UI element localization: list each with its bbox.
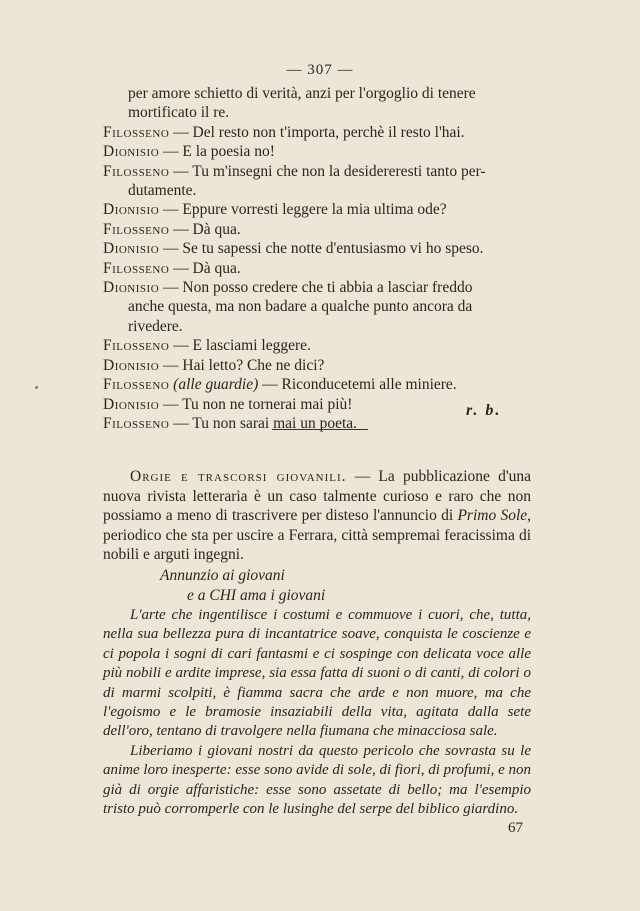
dialogue-text: — Tu non ne tornerai mai più! <box>163 395 353 413</box>
announcement-quote <box>103 606 531 819</box>
dialogue-intro-line: mortificato il re. <box>128 104 230 122</box>
dialogue-text: — Tu m'insegni che non la desidereresti tanto per- <box>173 162 486 180</box>
speaker-name: Dionisio <box>103 279 160 297</box>
dialogue-line <box>103 181 533 200</box>
speaker-name: Filosseno <box>103 162 170 180</box>
quote-paragraph: L'arte che ingentilisce i costumi e commuove i cuori, che, tutta, nella sua bellezza pura di incantatrice soave, conquista le coscienze e ci popola i sogni di cari fantasmi e ci sospinge con delicata voce alle più nobili e ardite imprese, sia essa fatta di suoni o di canti, di colori o di marmi scolpiti, è fiamma sacra che arde e non muore, ma che l'egoismo e le bramosie insaziabili della vita, agitata dalla sete dell'oro, tentano di travolgere nella fiumana che minacciosa sale. <box>103 607 531 740</box>
speaker-name: Filosseno <box>103 123 170 141</box>
dialogue-line <box>103 336 533 355</box>
speaker-name: Filosseno <box>103 376 170 394</box>
dialogue-line <box>103 200 533 219</box>
announcement-title-line-1: Annunzio ai giovani <box>160 567 285 584</box>
speaker-name: Dionisio <box>103 395 160 413</box>
paper-speck <box>35 386 38 389</box>
quote-paragraph: Liberiamo i giovani nostri da questo pericolo che sovrasta su le anime loro inesperte: esse sono avide di sole, di fiori, di profumi, e non già di orgie affaristiche: esse sono assetate di bello; ma l'esempio tristo può corromperle con le lusinghe del serpe del biblico giardino. <box>103 742 532 818</box>
dialogue-text: — Dà qua. <box>173 259 241 277</box>
dialogue-text: — Non posso credere che ti abbia a lasciar freddo <box>163 279 473 297</box>
speaker-name: Dionisio <box>103 356 160 374</box>
article-body-end: periodico che sta per uscire a Ferrara, città sempremai feracissima di nobili e arguti ingegni. <box>103 526 531 564</box>
dialogue-line <box>103 375 533 394</box>
dialogue-intro-line: per amore schietto di verità, anzi per l'orgoglio di tenere <box>128 85 476 102</box>
speaker-name: Filosseno <box>103 220 170 238</box>
section-divider <box>272 429 368 430</box>
announcement-title-line-2: e a CHI ama i giovani <box>187 587 326 604</box>
dialogue-text: — Tu non sarai mai un poeta. <box>173 414 358 432</box>
dialogue-line <box>103 259 533 278</box>
article-heading: Orgie e trascorsi giovanili. <box>130 468 347 485</box>
dialogue-line <box>103 162 533 181</box>
page-header-number: — 307 — <box>286 62 354 78</box>
article-paragraph <box>103 467 531 565</box>
dialogue-text: — Eppure vorresti leggere la mia ultima ode? <box>163 201 447 219</box>
dialogue-text: rivedere. <box>128 317 183 335</box>
page-footer-number: 67 <box>508 820 523 836</box>
dialogue-text: — Del resto non t'importa, perchè il resto l'hai. <box>173 123 465 141</box>
journal-title: Primo Sole, <box>457 507 532 525</box>
speaker-name: Dionisio <box>103 143 160 161</box>
dialogue-line <box>103 297 533 316</box>
speaker-name: Filosseno <box>103 414 170 432</box>
dialogue-line <box>103 239 533 258</box>
article-body: — La pubblicazione d'una nuova rivista letteraria è un caso talmente curioso e raro che non possiamo a meno di trascrivere per disteso l'annuncio di <box>103 468 531 525</box>
speaker-name: Dionisio <box>103 201 160 219</box>
dialogue-line <box>103 123 533 142</box>
speaker-name: Filosseno <box>103 259 170 277</box>
dialogue-text: — E lasciami leggere. <box>173 337 311 355</box>
article-intro <box>103 467 531 565</box>
speaker-name: Filosseno <box>103 337 170 355</box>
dialogue-text: dutamente. <box>128 182 197 200</box>
stage-direction: (alle guardie) <box>173 376 259 394</box>
announcement-title <box>160 566 325 606</box>
dialogue-section <box>103 84 533 433</box>
dialogue-text: — Hai letto? Che ne dici? <box>163 356 325 374</box>
dialogue-line <box>103 356 533 375</box>
dialogue-text: — Se tu sapessi che notte d'entusiasmo vi ho speso. <box>163 240 484 258</box>
dialogue-text: — Dà qua. <box>173 220 241 238</box>
author-initials: r. b. <box>466 402 502 419</box>
speaker-name: Dionisio <box>103 240 160 258</box>
dialogue-line <box>103 220 533 239</box>
dialogue-line <box>103 317 533 336</box>
dialogue-text: — E la poesia no! <box>163 143 275 161</box>
dialogue-text: anche questa, ma non badare a qualche punto ancora da <box>128 298 473 316</box>
dialogue-line <box>103 278 533 297</box>
dialogue-text: — Riconducetemi alle miniere. <box>262 376 457 394</box>
dialogue-line <box>103 142 533 161</box>
